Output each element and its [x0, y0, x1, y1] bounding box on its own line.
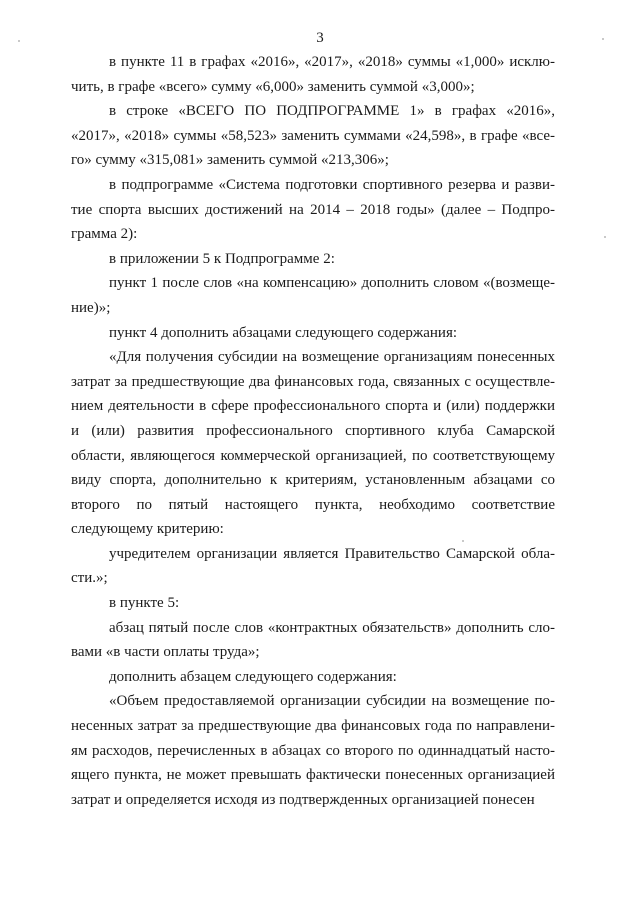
paragraph-subsidy-volume: «Объем предоставляемой организации субсидии на возмещение понесенных затрат за предшествующие два финансовых года по направлениям расходов, перечисленных в абзацах со второго по одиннадцатый настоящего пункта, не может превышать фактически понесенных организацией затрат и определяется исходя из подтвержденных организацией понесен: [71, 693, 555, 808]
page-number: 3: [316, 30, 324, 46]
paragraph-point-4: пункт 4 дополнить абзацами следующего содержания:: [109, 324, 458, 341]
paragraph-point-11: в пункте 11 в графах «2016», «2017», «2018» суммы «1,000» исключить, в графе «всего» сумму «6,000» заменить суммой «3,000»;: [71, 54, 555, 95]
paragraph-point-1: пункт 1 после слов «на компенсацию» дополнить словом «(возмещение)»;: [71, 275, 555, 316]
paragraph-fifth-abzac: абзац пятый после слов «контрактных обязательств» дополнить словами «в части оплаты труда»;: [71, 619, 555, 661]
paragraph-total-subprogram-1: в строке «ВСЕГО ПО ПОДПРОГРАММЕ 1» в графах «2016», «2017», «2018» суммы «58,523» заменить суммами «24,598», в графе «всего» сумму «315,081» заменить суммой «213,306»;: [71, 103, 555, 169]
paragraph-appendix-5: в приложении 5 к Подпрограмме 2:: [109, 250, 335, 267]
paragraph-subprogram-2-title: в подпрограмме «Система подготовки спортивного резерва и развитие спорта высших достижений на 2014 – 2018 годы» (далее – Подпрограмма 2):: [71, 176, 555, 243]
scan-speck: [18, 40, 20, 42]
scan-speck: [462, 540, 464, 542]
paragraph-point-5: в пункте 5:: [109, 595, 180, 612]
paragraph-founder: учредителем организации является Правительство Самарской области.»;: [71, 545, 555, 587]
paragraph-subsidy-criteria: «Для получения субсидии на возмещение организациям понесенных затрат за предшествующие два финансовых года, связанных с осуществлением деятельности в сфере профессионального спорта и (или) поддержки и (или) развития профессионального спортивного клуба Самарской области, являющегося коммерческой организацией, по соответствующему виду спорта, дополнительно к критериям, установленным абзацами со второго по пятый настоящего пункта, необходимо соответствие следующему критерию:: [71, 349, 555, 538]
scan-speck: [604, 236, 606, 238]
scan-speck: [602, 38, 604, 40]
document-body: [71, 50, 555, 812]
paragraph-add-abzac: дополнить абзацем следующего содержания:: [109, 668, 397, 685]
